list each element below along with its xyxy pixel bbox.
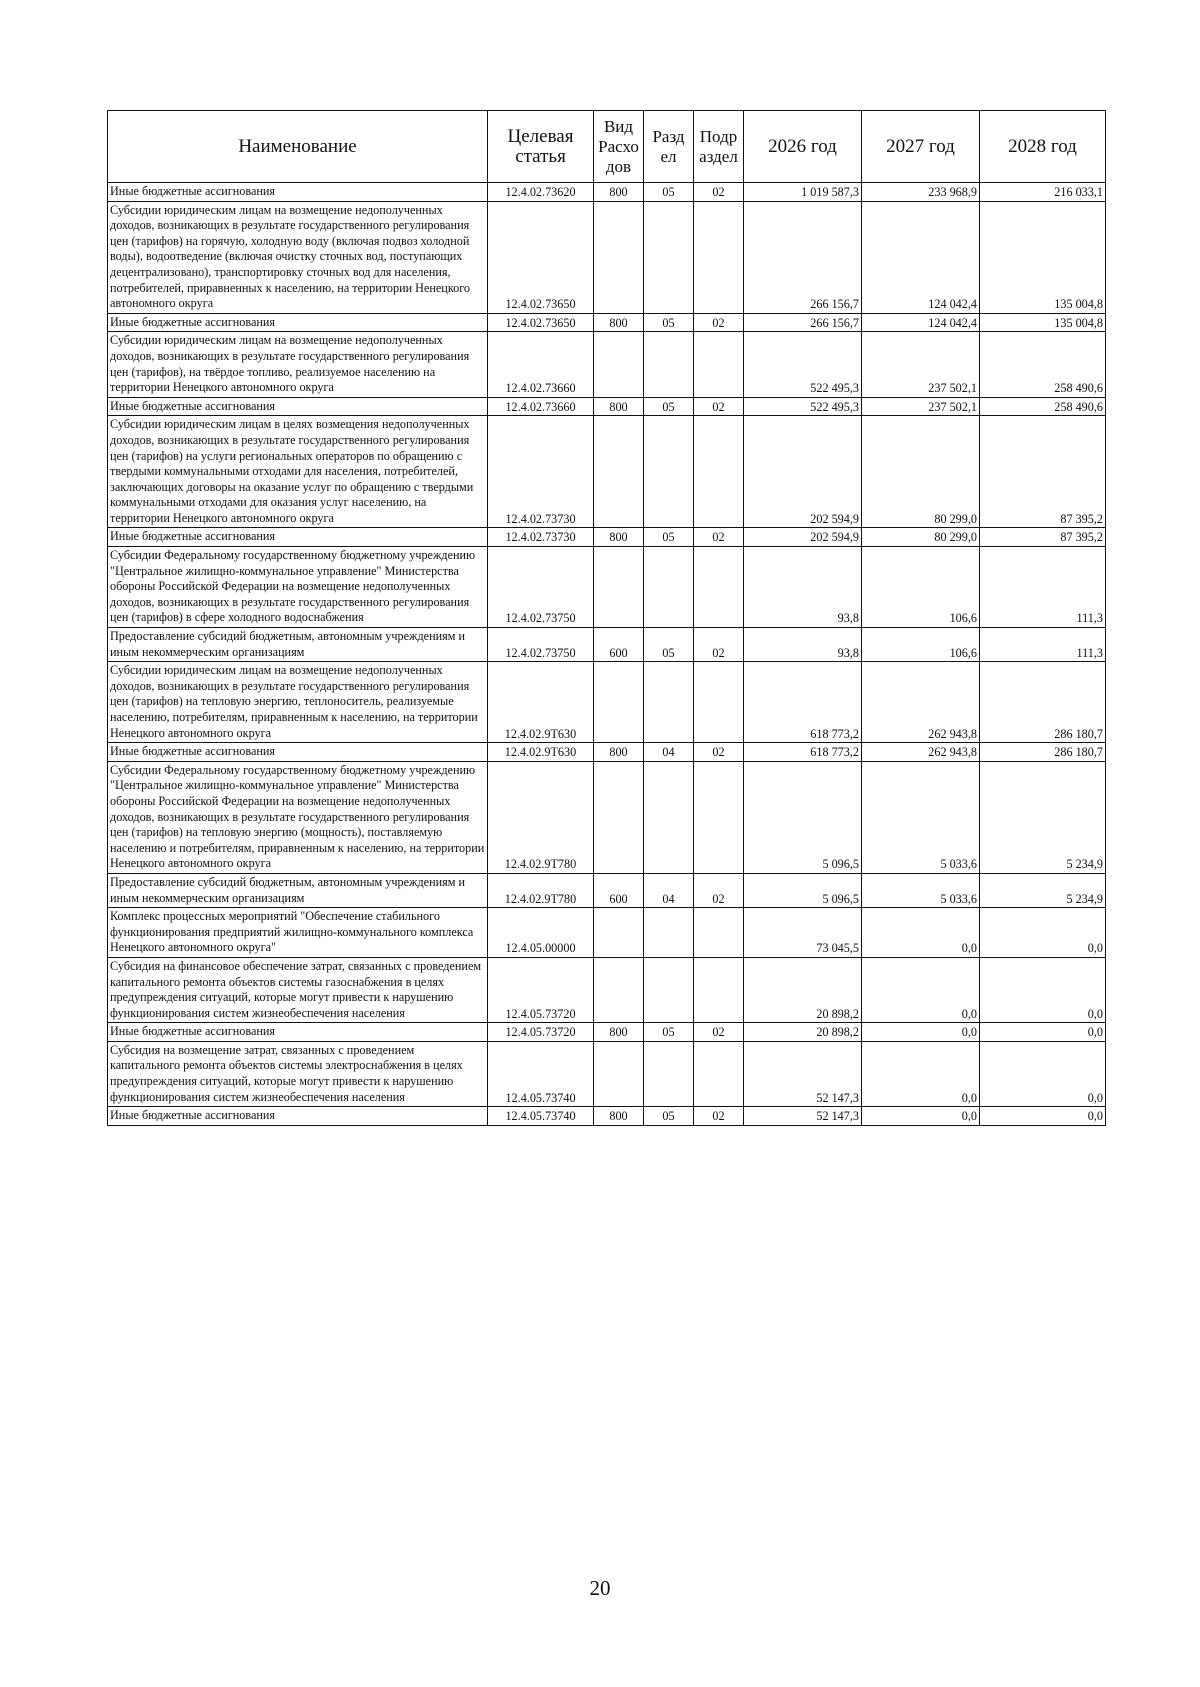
row-value-2026: 20 898,2 <box>744 957 862 1022</box>
row-expense-type: 800 <box>594 313 644 332</box>
row-target-code: 12.4.02.73750 <box>488 547 594 628</box>
row-value-2027: 233 968,9 <box>862 183 980 202</box>
row-value-2027: 124 042,4 <box>862 201 980 313</box>
row-name: Иные бюджетные ассигнования <box>108 397 488 416</box>
row-target-code: 12.4.02.9Т630 <box>488 662 594 743</box>
row-target-code: 12.4.05.73740 <box>488 1107 594 1126</box>
row-expense-type: 800 <box>594 528 644 547</box>
row-name: Субсидии юридическим лицам на возмещение недополученных доходов, возникающих в результате государственного регулирования цен (тарифов) на горячую, холодную воду (включая подвоз холодной воды), водоотведение (включая очистку сточных вод, поступающих децентрализовано), транспортировку сточных вод для населения, потребителей, приравненных к населению, на территории Ненецкого автономного округа <box>108 201 488 313</box>
row-name: Иные бюджетные ассигнования <box>108 528 488 547</box>
row-section <box>644 201 694 313</box>
row-value-2028: 0,0 <box>980 957 1106 1022</box>
header-2028: 2028 год <box>980 111 1106 183</box>
row-subsection: 02 <box>694 1107 744 1126</box>
row-section: 05 <box>644 1023 694 1042</box>
row-value-2026: 202 594,9 <box>744 528 862 547</box>
row-subsection <box>694 908 744 958</box>
row-value-2026: 73 045,5 <box>744 908 862 958</box>
header-target: Целевая статья <box>488 111 594 183</box>
row-value-2028: 135 004,8 <box>980 201 1106 313</box>
row-name: Комплекс процессных мероприятий "Обеспечение стабильного функционирования предприятий жилищно-коммунального комплекса Ненецкого автономного округа" <box>108 908 488 958</box>
table-row <box>108 662 1106 743</box>
row-name: Субсидии юридическим лицам на возмещение недополученных доходов, возникающих в результате государственного регулирования цен (тарифов) на тепловую энергию, теплоноситель, реализуемые населению, потребителям, приравненным к населению, на территории Ненецкого автономного округа <box>108 662 488 743</box>
row-value-2026: 93,8 <box>744 628 862 662</box>
row-target-code: 12.4.05.00000 <box>488 908 594 958</box>
row-value-2027: 5 033,6 <box>862 761 980 873</box>
row-section <box>644 957 694 1022</box>
row-target-code: 12.4.02.73620 <box>488 183 594 202</box>
table-header-row <box>108 111 1106 183</box>
row-value-2028: 286 180,7 <box>980 743 1106 762</box>
header-section: Разд ел <box>644 111 694 183</box>
row-value-2028: 87 395,2 <box>980 416 1106 528</box>
row-name: Иные бюджетные ассигнования <box>108 183 488 202</box>
row-target-code: 12.4.05.73720 <box>488 957 594 1022</box>
row-subsection: 02 <box>694 1023 744 1042</box>
row-section: 05 <box>644 1107 694 1126</box>
row-value-2028: 286 180,7 <box>980 662 1106 743</box>
row-subsection <box>694 761 744 873</box>
row-expense-type: 600 <box>594 873 644 907</box>
row-subsection <box>694 662 744 743</box>
row-subsection: 02 <box>694 528 744 547</box>
row-subsection <box>694 547 744 628</box>
row-target-code: 12.4.02.73660 <box>488 397 594 416</box>
row-expense-type <box>594 761 644 873</box>
row-expense-type <box>594 201 644 313</box>
row-subsection: 02 <box>694 873 744 907</box>
row-value-2028: 216 033,1 <box>980 183 1106 202</box>
row-expense-type: 800 <box>594 743 644 762</box>
row-expense-type <box>594 416 644 528</box>
row-name: Субсидия на финансовое обеспечение затрат, связанных с проведением капитального ремонта объектов системы газоснабжения в целях предупреждения ситуаций, которые могут привести к нарушению функционирования систем жизнеобеспечения населения <box>108 957 488 1022</box>
row-value-2026: 20 898,2 <box>744 1023 862 1042</box>
table-row <box>108 743 1106 762</box>
row-value-2026: 93,8 <box>744 547 862 628</box>
row-section: 04 <box>644 873 694 907</box>
row-expense-type: 800 <box>594 397 644 416</box>
table-row <box>108 1107 1106 1126</box>
row-value-2026: 618 773,2 <box>744 662 862 743</box>
header-expense-type: Вид Расхо дов <box>594 111 644 183</box>
row-value-2027: 80 299,0 <box>862 528 980 547</box>
row-expense-type <box>594 662 644 743</box>
budget-table-container <box>107 110 1105 1126</box>
row-value-2026: 5 096,5 <box>744 761 862 873</box>
table-row <box>108 313 1106 332</box>
row-section <box>644 662 694 743</box>
row-section <box>644 416 694 528</box>
row-subsection <box>694 1041 744 1106</box>
row-value-2026: 1 019 587,3 <box>744 183 862 202</box>
row-target-code: 12.4.02.73650 <box>488 313 594 332</box>
header-subsection: Подр аздел <box>694 111 744 183</box>
row-target-code: 12.4.02.9Т780 <box>488 761 594 873</box>
row-subsection: 02 <box>694 183 744 202</box>
row-name: Иные бюджетные ассигнования <box>108 743 488 762</box>
row-value-2026: 52 147,3 <box>744 1041 862 1106</box>
table-row <box>108 761 1106 873</box>
row-target-code: 12.4.02.73660 <box>488 332 594 397</box>
table-body <box>108 183 1106 1126</box>
row-value-2028: 0,0 <box>980 1023 1106 1042</box>
row-subsection <box>694 416 744 528</box>
row-name: Субсидии юридическим лицам в целях возмещения недополученных доходов, возникающих в результате государственного регулирования цен (тарифов) на услуги региональных операторов по обращению с твердыми коммунальными отходами для населения, потребителей, заключающих договоры на оказание услуг по обращению с твердыми коммунальными отходами для оказания услуг населению, на территории Ненецкого автономного округа <box>108 416 488 528</box>
row-value-2026: 266 156,7 <box>744 313 862 332</box>
row-value-2026: 266 156,7 <box>744 201 862 313</box>
row-subsection <box>694 957 744 1022</box>
row-expense-type <box>594 547 644 628</box>
row-target-code: 12.4.05.73720 <box>488 1023 594 1042</box>
row-value-2027: 237 502,1 <box>862 332 980 397</box>
row-target-code: 12.4.02.9Т780 <box>488 873 594 907</box>
table-row <box>108 528 1106 547</box>
row-value-2028: 258 490,6 <box>980 397 1106 416</box>
table-row <box>108 416 1106 528</box>
row-section: 05 <box>644 528 694 547</box>
row-value-2026: 202 594,9 <box>744 416 862 528</box>
row-subsection: 02 <box>694 397 744 416</box>
table-row <box>108 957 1106 1022</box>
row-name: Субсидии юридическим лицам на возмещение недополученных доходов, возникающих в результате государственного регулирования цен (тарифов), на твёрдое топливо, реализуемое населению на территории Ненецкого автономного округа <box>108 332 488 397</box>
row-value-2026: 522 495,3 <box>744 397 862 416</box>
row-section: 05 <box>644 313 694 332</box>
row-section <box>644 1041 694 1106</box>
row-value-2028: 135 004,8 <box>980 313 1106 332</box>
row-name: Иные бюджетные ассигнования <box>108 1107 488 1126</box>
row-expense-type: 800 <box>594 1107 644 1126</box>
row-value-2027: 80 299,0 <box>862 416 980 528</box>
row-expense-type <box>594 1041 644 1106</box>
row-expense-type <box>594 908 644 958</box>
row-name: Субсидии Федеральному государственному бюджетному учреждению "Центральное жилищно-коммунальное управление" Министерства обороны Российской Федерации на возмещение недополученных доходов, возникающих в результате государственного регулирования цен (тарифов) в сфере холодного водоснабжения <box>108 547 488 628</box>
row-subsection: 02 <box>694 743 744 762</box>
table-row <box>108 1023 1106 1042</box>
row-name: Субсидия на возмещение затрат, связанных с проведением капитального ремонта объектов системы электроснабжения в целях предупреждения ситуаций, которые могут привести к нарушению функционирования систем жизнеобеспечения населения <box>108 1041 488 1106</box>
row-name: Иные бюджетные ассигнования <box>108 1023 488 1042</box>
row-value-2028: 258 490,6 <box>980 332 1106 397</box>
header-2027: 2027 год <box>862 111 980 183</box>
row-subsection: 02 <box>694 313 744 332</box>
row-value-2027: 106,6 <box>862 547 980 628</box>
row-target-code: 12.4.05.73740 <box>488 1041 594 1106</box>
row-value-2026: 522 495,3 <box>744 332 862 397</box>
row-value-2028: 0,0 <box>980 1107 1106 1126</box>
table-row <box>108 873 1106 907</box>
row-value-2027: 0,0 <box>862 1107 980 1126</box>
row-value-2027: 0,0 <box>862 957 980 1022</box>
row-section <box>644 761 694 873</box>
row-section: 05 <box>644 397 694 416</box>
row-expense-type <box>594 332 644 397</box>
row-target-code: 12.4.02.73730 <box>488 528 594 547</box>
budget-table <box>107 110 1106 1126</box>
row-value-2027: 0,0 <box>862 908 980 958</box>
row-target-code: 12.4.02.73650 <box>488 201 594 313</box>
row-target-code: 12.4.02.9Т630 <box>488 743 594 762</box>
row-value-2028: 87 395,2 <box>980 528 1106 547</box>
row-value-2027: 262 943,8 <box>862 743 980 762</box>
row-subsection <box>694 201 744 313</box>
row-name: Иные бюджетные ассигнования <box>108 313 488 332</box>
row-target-code: 12.4.02.73750 <box>488 628 594 662</box>
row-section: 04 <box>644 743 694 762</box>
row-value-2028: 5 234,9 <box>980 761 1106 873</box>
page-number: 20 <box>589 1576 611 1600</box>
header-2026: 2026 год <box>744 111 862 183</box>
row-name: Предоставление субсидий бюджетным, автономным учреждениям и иным некоммерческим организациям <box>108 873 488 907</box>
row-value-2027: 262 943,8 <box>862 662 980 743</box>
row-name: Предоставление субсидий бюджетным, автономным учреждениям и иным некоммерческим организациям <box>108 628 488 662</box>
table-row <box>108 201 1106 313</box>
row-expense-type: 800 <box>594 183 644 202</box>
table-row <box>108 397 1106 416</box>
row-value-2027: 0,0 <box>862 1041 980 1106</box>
row-value-2026: 5 096,5 <box>744 873 862 907</box>
table-row <box>108 547 1106 628</box>
row-value-2027: 237 502,1 <box>862 397 980 416</box>
row-expense-type <box>594 957 644 1022</box>
row-section: 05 <box>644 628 694 662</box>
row-value-2026: 52 147,3 <box>744 1107 862 1126</box>
row-section <box>644 332 694 397</box>
row-name: Субсидии Федеральному государственному бюджетному учреждению "Центральное жилищно-коммунальное управление" Министерства обороны Российской Федерации на возмещение недополученных доходов, возникающих в результате государственного регулирования цен (тарифов) на тепловую энергию (мощность), поставляемую населению и потребителям, приравненным к населению, на территории Ненецкого автономного округа <box>108 761 488 873</box>
row-value-2028: 111,3 <box>980 547 1106 628</box>
row-expense-type: 800 <box>594 1023 644 1042</box>
row-value-2028: 5 234,9 <box>980 873 1106 907</box>
row-target-code: 12.4.02.73730 <box>488 416 594 528</box>
row-subsection <box>694 332 744 397</box>
header-name: Наименование <box>108 111 488 183</box>
table-row <box>108 908 1106 958</box>
table-row <box>108 332 1106 397</box>
row-value-2026: 618 773,2 <box>744 743 862 762</box>
row-section <box>644 908 694 958</box>
table-row <box>108 183 1106 202</box>
row-value-2028: 0,0 <box>980 1041 1106 1106</box>
row-value-2028: 111,3 <box>980 628 1106 662</box>
table-row <box>108 1041 1106 1106</box>
row-value-2027: 106,6 <box>862 628 980 662</box>
row-value-2027: 124 042,4 <box>862 313 980 332</box>
row-value-2027: 5 033,6 <box>862 873 980 907</box>
row-expense-type: 600 <box>594 628 644 662</box>
row-value-2028: 0,0 <box>980 908 1106 958</box>
row-value-2027: 0,0 <box>862 1023 980 1042</box>
row-section: 05 <box>644 183 694 202</box>
row-subsection: 02 <box>694 628 744 662</box>
row-section <box>644 547 694 628</box>
table-row <box>108 628 1106 662</box>
